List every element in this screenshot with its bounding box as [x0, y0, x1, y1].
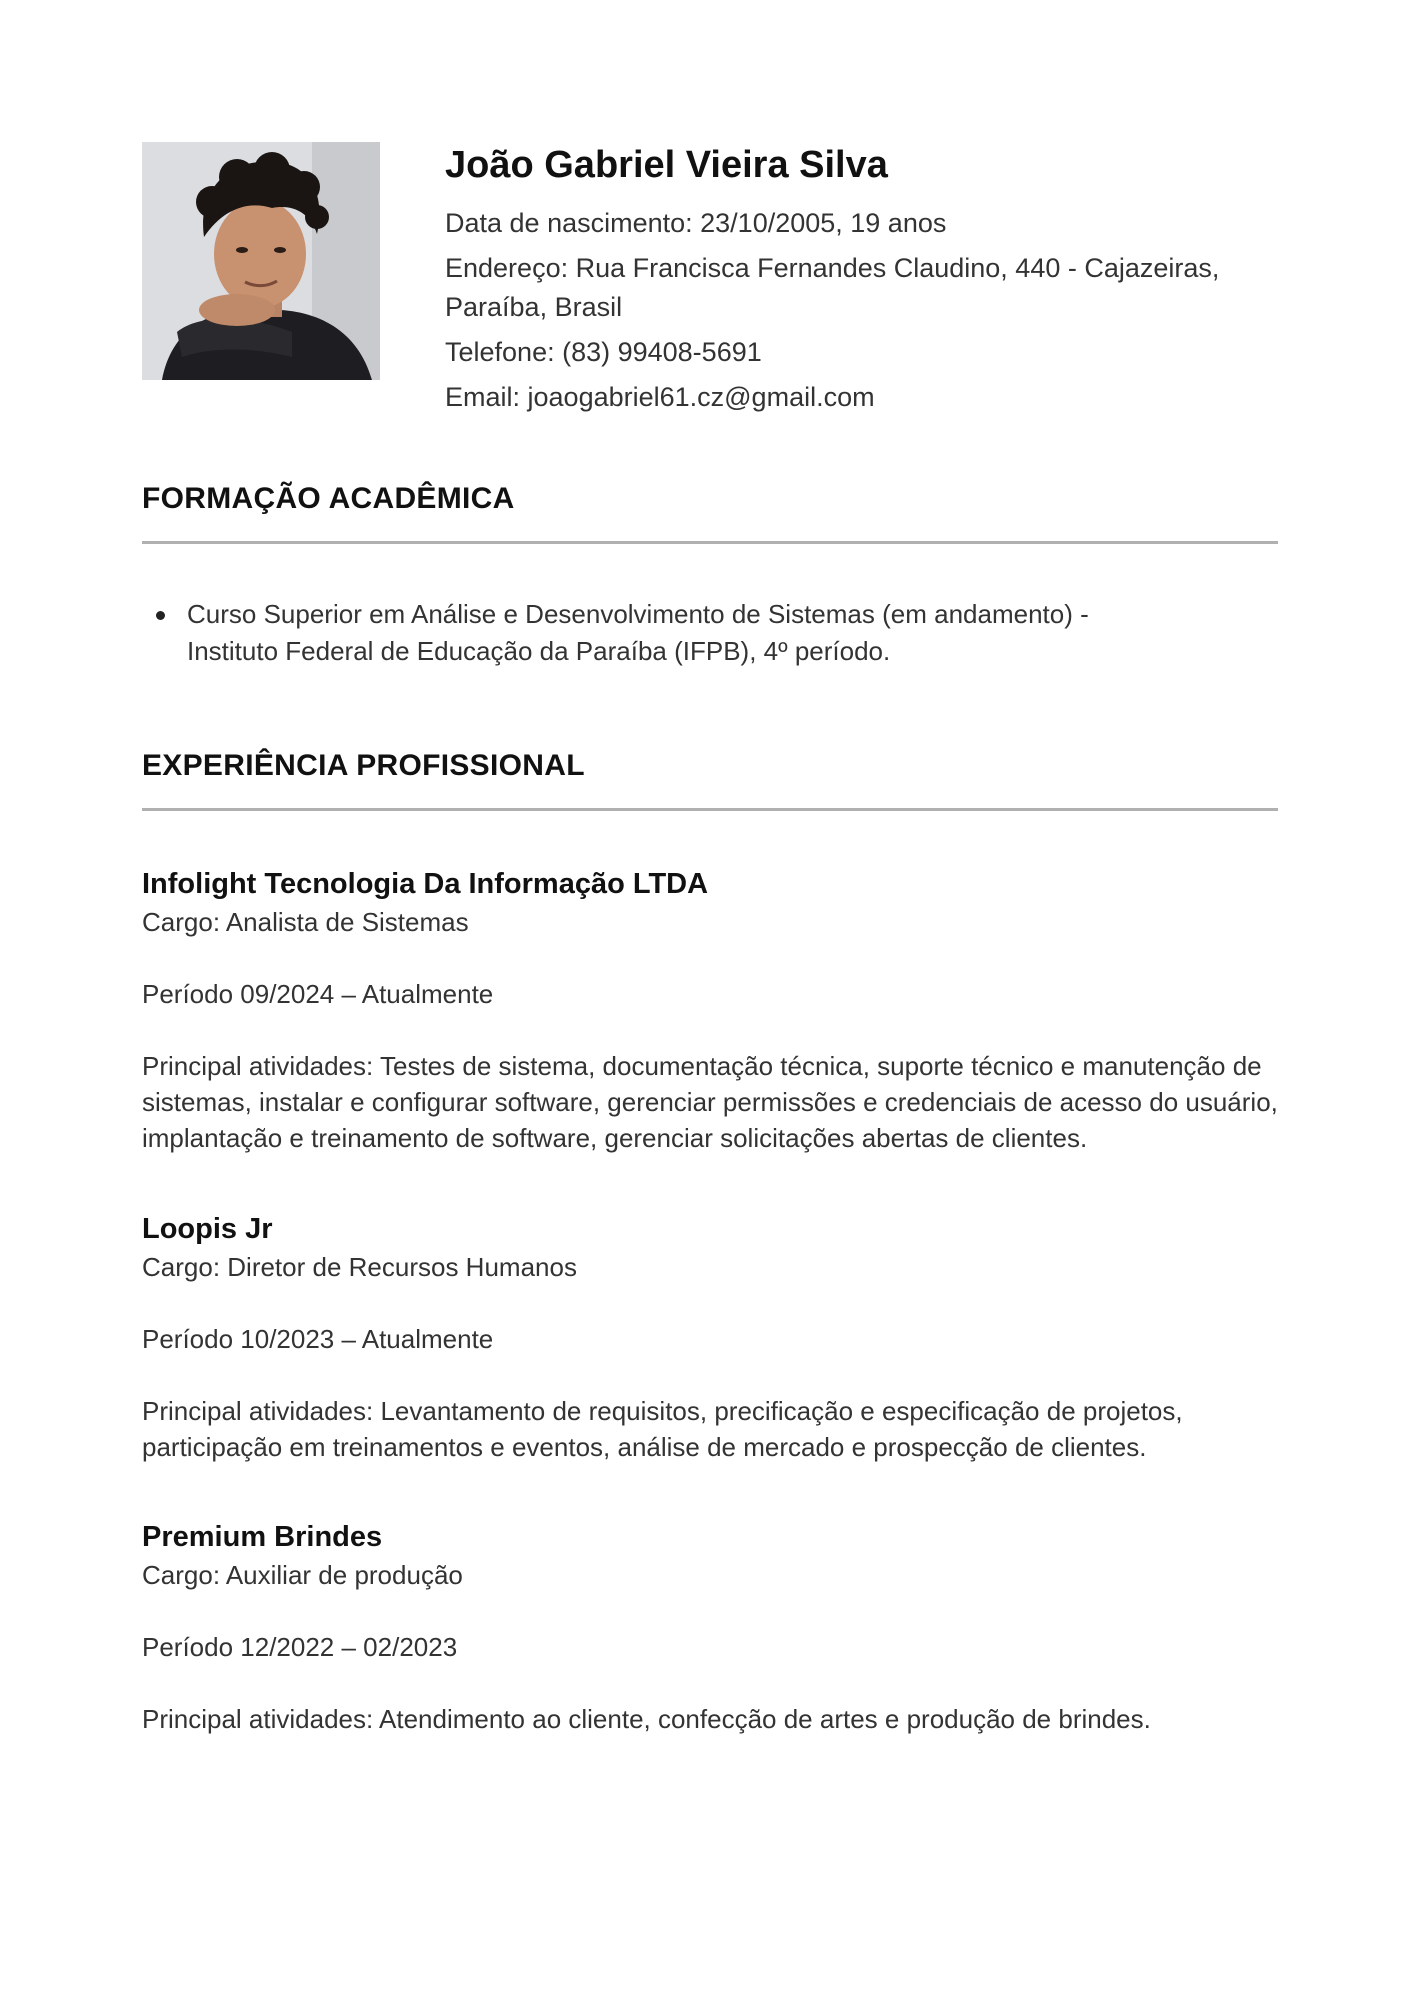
- address: [445, 249, 1305, 327]
- profile-photo: [142, 142, 380, 380]
- job-role: Cargo: Diretor de Recursos Humanos: [142, 1252, 577, 1282]
- personal-info: [445, 140, 1305, 423]
- job-period: Período 09/2024 – Atualmente: [142, 979, 494, 1009]
- education-item-line-2: Instituto Federal de Educação da Paraíba (IFPB), 4º período.: [187, 636, 891, 666]
- birth-date: Data de nascimento: 23/10/2005, 19 anos: [445, 208, 947, 238]
- education-divider: [142, 541, 1278, 544]
- phone: Telefone: (83) 99408-5691: [445, 337, 762, 367]
- profile-photo-illustration: [142, 142, 380, 380]
- job-activities: Principal atividades: Testes de sistema, documentação técnica, suporte técnico e manutenção de sistemas, instalar e configurar software, gerenciar permissões e credenciais de acesso do usuário, implantação e treinamento de software, gerenciar solicitações abertas de clientes.: [142, 1051, 1278, 1153]
- job-activities: Principal atividades: Atendimento ao cliente, confecção de artes e produção de brindes.: [142, 1704, 1151, 1734]
- education-list: [142, 596, 1142, 670]
- education-item-line-1: Curso Superior em Análise e Desenvolvimento de Sistemas (em andamento) -: [187, 599, 1089, 629]
- job-activities: Principal atividades: Levantamento de requisitos, precificação e especificação de projetos, participação em treinamentos e eventos, análise de mercado e prospecção de clientes.: [142, 1396, 1183, 1462]
- job-period: Período 12/2022 – 02/2023: [142, 1632, 458, 1662]
- company-name: Loopis Jr: [142, 1213, 273, 1245]
- experience-title: EXPERIÊNCIA PROFISSIONAL: [142, 749, 585, 782]
- job-entry: [142, 864, 1292, 1156]
- job-entry: [142, 1517, 1292, 1737]
- job-role: Cargo: Analista de Sistemas: [142, 907, 469, 937]
- address-line-2: Paraíba, Brasil: [445, 292, 623, 322]
- job-period: Período 10/2023 – Atualmente: [142, 1324, 494, 1354]
- job-role: Cargo: Auxiliar de produção: [142, 1560, 463, 1590]
- experience-divider: [142, 808, 1278, 811]
- education-title: FORMAÇÃO ACADÊMICA: [142, 482, 515, 515]
- job-entry: [142, 1209, 1292, 1465]
- address-line-1: Endereço: Rua Francisca Fernandes Claudino, 440 - Cajazeiras,: [445, 253, 1220, 283]
- email[interactable]: Email: joaogabriel61.cz@gmail.com: [445, 382, 875, 412]
- education-item: [142, 596, 1142, 670]
- full-name: João Gabriel Vieira Silva: [445, 144, 888, 186]
- company-name: Infolight Tecnologia Da Informação LTDA: [142, 868, 709, 900]
- company-name: Premium Brindes: [142, 1521, 383, 1553]
